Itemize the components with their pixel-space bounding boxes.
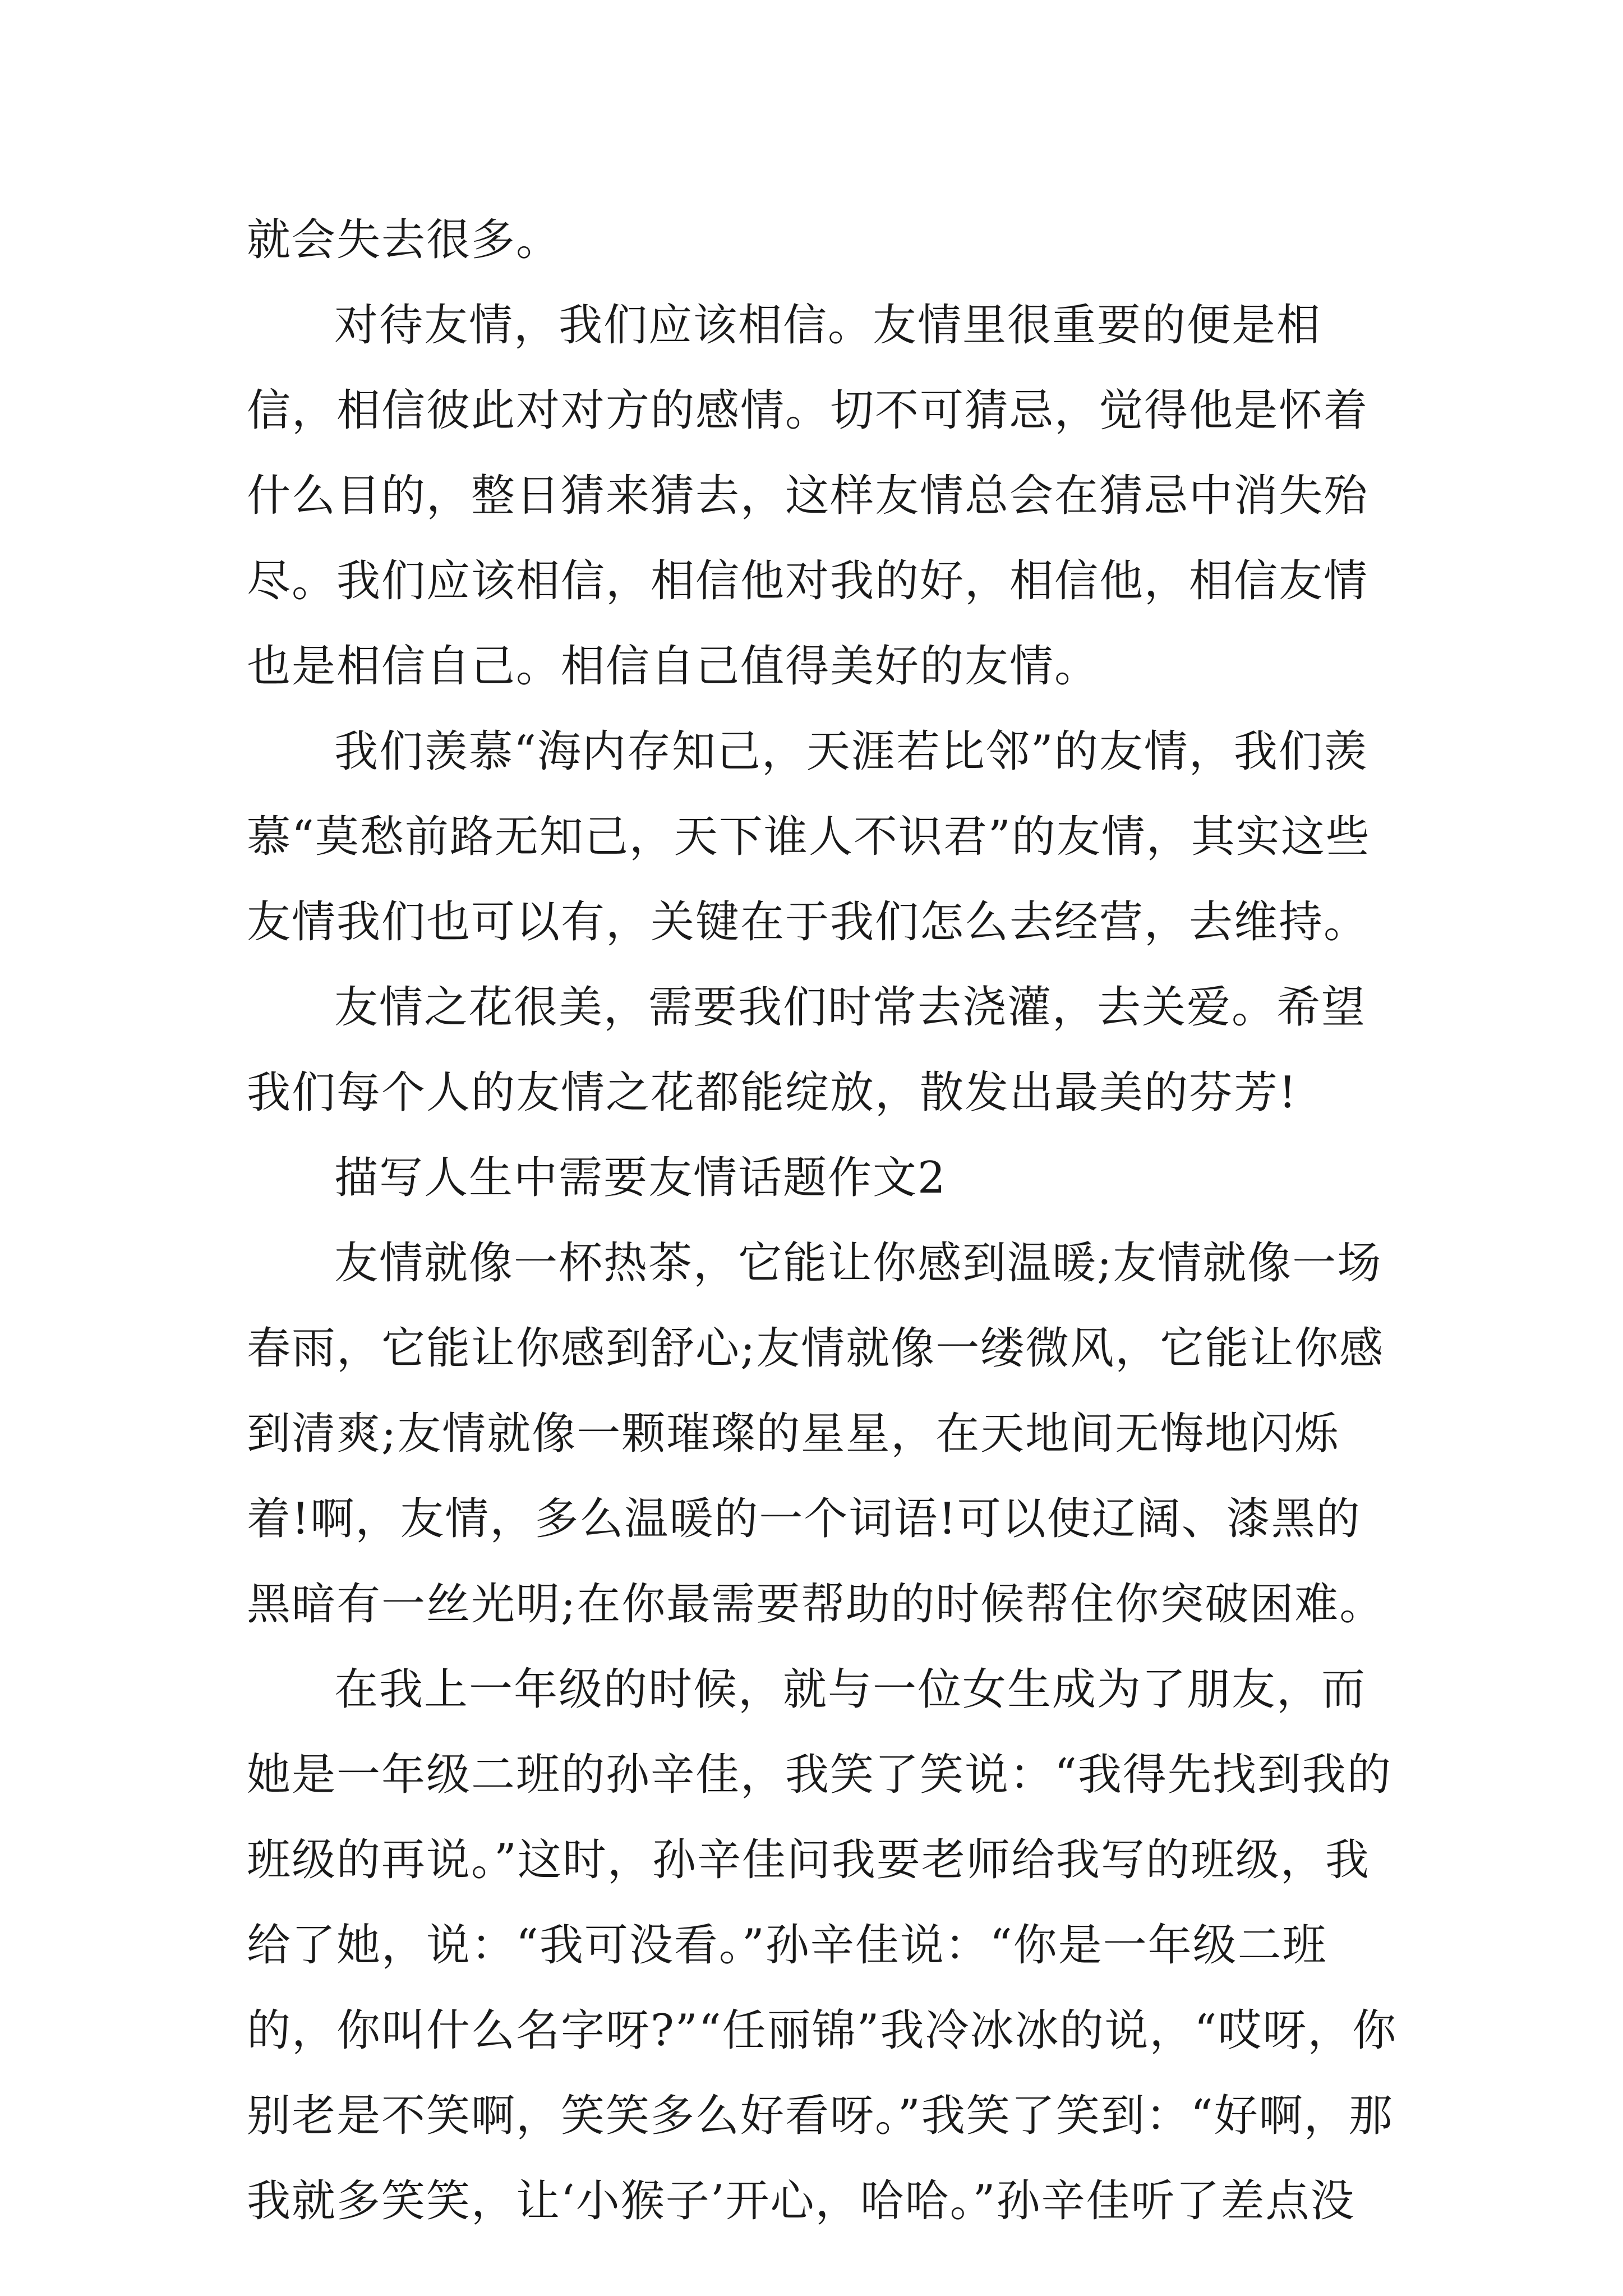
paragraph-continuation: 就会失去很多。 (247, 215, 561, 265)
paragraph-trust: 对待友情，我们应该相信。友情里很重要的便是相信，相信彼此对对方的感情。切不可猜忌，觉得他是怀着什么目的，整日猜来猜去，这样友情总会在猜忌中消失殆尽。我们应该相信，相信他对我的好，相信他，相信友情也是相信自己。相信自己值得美好的友情。 (247, 300, 1369, 692)
paragraph-metaphor: 友情就像一杯热茶，它能让你感到温暖;友情就像一场春雨，它能让你感到舒心;友情就像一缕微风，它能让你感到清爽;友情就像一颗璀璨的星星，在天地间无悔地闪烁着!啊，友情，多么温暖的一个词语!可以使辽阔、漆黑的黑暗有一丝光明;在你最需要帮助的时候帮住你突破困难。 (247, 1238, 1385, 1630)
section-heading: 描写人生中需要友情话题作文2 (334, 1153, 947, 1203)
paragraph-story: 在我上一年级的时候，就与一位女生成为了朋友，而她是一年级二班的孙辛佳，我笑了笑说：“我得先找到我的班级的再说。”这时，孙辛佳问我要老师给我写的班级，我给了她，说：“我可没看。”孙辛佳说：“你是一年级二班的，你叫什么名字呀?”“任丽锦”我冷冰冰的说，“哎呀，你别老是不笑啊，笑笑多么好看呀。”我笑了笑到：“好啊，那我就多笑笑，让‘小猴子’开心，哈哈。”孙辛佳听了差点没 (247, 1664, 1398, 2226)
document-body (247, 197, 1402, 2244)
paragraph-admire: 我们羡慕“海内存知己，天涯若比邻”的友情，我们羡慕“莫愁前路无知己，天下谁人不识君”的友情，其实这些友情我们也可以有，关键在于我们怎么去经营，去维持。 (247, 726, 1371, 947)
paragraph-flower: 友情之花很美，需要我们时常去浇灌，去关爱。希望我们每个人的友情之花都能绽放，散发出最美的芬芳! (247, 982, 1367, 1118)
